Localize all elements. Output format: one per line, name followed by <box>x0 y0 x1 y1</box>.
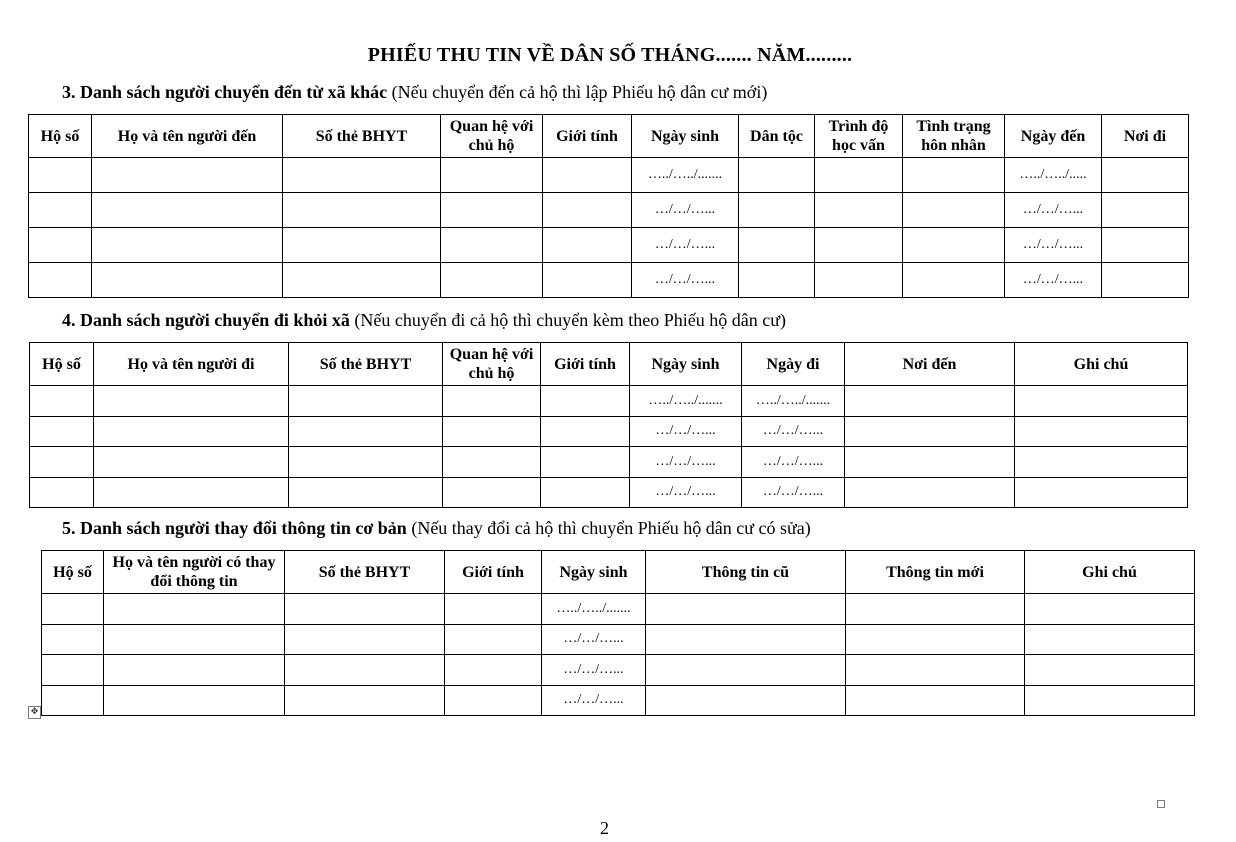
table-cell[interactable] <box>815 228 903 263</box>
table-cell[interactable]: …/…/…... <box>742 447 845 478</box>
column-header: Họ và tên người có thay đổi thông tin <box>104 551 285 594</box>
section4-table <box>29 342 1188 508</box>
table-cell[interactable]: …../…../..... <box>1005 158 1102 193</box>
table-cell[interactable] <box>29 158 92 193</box>
table-cell[interactable]: …/…/…... <box>742 477 845 508</box>
table-cell[interactable] <box>443 416 541 447</box>
column-header: Giới tính <box>543 115 632 158</box>
table-cell[interactable] <box>42 655 104 686</box>
table-cell[interactable]: …/…/…... <box>1005 263 1102 298</box>
table-cell[interactable] <box>285 594 445 625</box>
table-cell[interactable] <box>443 386 541 417</box>
table-cell[interactable] <box>846 594 1025 625</box>
table-row <box>29 158 1189 193</box>
column-header: Ghi chú <box>1015 343 1188 386</box>
table-cell[interactable] <box>541 477 630 508</box>
table-cell[interactable]: …/…/…... <box>1005 228 1102 263</box>
column-header: Ngày sinh <box>630 343 742 386</box>
table-cell[interactable] <box>29 193 92 228</box>
table-row <box>29 263 1189 298</box>
table-cell[interactable] <box>1025 624 1195 655</box>
table-cell[interactable] <box>646 594 846 625</box>
table-cell[interactable] <box>815 158 903 193</box>
table-cell[interactable] <box>541 416 630 447</box>
column-header: Số thẻ BHYT <box>289 343 443 386</box>
table-cell[interactable]: …/…/…... <box>632 263 739 298</box>
table-cell[interactable] <box>285 624 445 655</box>
table-cell[interactable] <box>1025 655 1195 686</box>
table-cell[interactable] <box>94 416 289 447</box>
column-header: Họ và tên người đi <box>94 343 289 386</box>
table-cell[interactable] <box>845 477 1015 508</box>
table-cell[interactable] <box>30 386 94 417</box>
section5-heading-note: (Nếu thay đổi cả hộ thì chuyển Phiếu hộ dân cư có sửa) <box>411 518 811 538</box>
table-cell[interactable] <box>283 228 441 263</box>
table-row <box>30 447 1188 478</box>
table-cell[interactable]: …/…/…... <box>630 477 742 508</box>
table-cell[interactable]: …../…../....... <box>742 386 845 417</box>
table-cell[interactable] <box>94 447 289 478</box>
table-cell[interactable] <box>30 447 94 478</box>
section3-heading-bold: 3. Danh sách người chuyển đến từ xã khác <box>62 82 388 102</box>
table-cell[interactable] <box>1015 477 1188 508</box>
table-cell[interactable] <box>903 193 1005 228</box>
column-header: Dân tộc <box>739 115 815 158</box>
table-cell[interactable] <box>285 655 445 686</box>
table-row <box>30 416 1188 447</box>
table-cell[interactable] <box>104 655 285 686</box>
table-cell[interactable]: …/…/…... <box>632 193 739 228</box>
table-cell[interactable]: …/…/…... <box>1005 193 1102 228</box>
table-cell[interactable] <box>543 158 632 193</box>
table-cell[interactable]: …/…/…... <box>630 416 742 447</box>
table-cell[interactable] <box>646 655 846 686</box>
table-cell[interactable] <box>903 158 1005 193</box>
table-cell[interactable] <box>289 416 443 447</box>
table-resize-handle-icon[interactable] <box>1157 800 1165 808</box>
table-cell[interactable] <box>42 624 104 655</box>
table-cell[interactable] <box>815 263 903 298</box>
column-header: Giới tính <box>445 551 542 594</box>
table-cell[interactable]: …/…/…... <box>630 447 742 478</box>
table-cell[interactable] <box>289 447 443 478</box>
table-row <box>29 193 1189 228</box>
table-cell[interactable] <box>1102 193 1189 228</box>
table-row <box>42 594 1195 625</box>
page-title: PHIẾU THU TIN VỀ DÂN SỐ THÁNG....... NĂM......... <box>367 44 853 66</box>
table-cell[interactable] <box>443 447 541 478</box>
table-cell[interactable]: …/…/…... <box>542 685 646 716</box>
table-cell[interactable] <box>1015 386 1188 417</box>
column-header: Thông tin mới <box>846 551 1025 594</box>
table-row <box>30 386 1188 417</box>
table-row <box>30 477 1188 508</box>
table-cell[interactable]: …../…../....... <box>632 158 739 193</box>
table-cell[interactable]: …/…/…... <box>632 228 739 263</box>
table-cell[interactable] <box>283 193 441 228</box>
table-cell[interactable] <box>441 158 543 193</box>
table-cell[interactable] <box>104 594 285 625</box>
column-header: Số thẻ BHYT <box>283 115 441 158</box>
table-cell[interactable] <box>1025 685 1195 716</box>
table-cell[interactable] <box>646 624 846 655</box>
table-cell[interactable] <box>845 416 1015 447</box>
table-cell[interactable] <box>94 386 289 417</box>
table-cell[interactable] <box>104 624 285 655</box>
column-header: Hộ số <box>42 551 104 594</box>
table-cell[interactable] <box>443 477 541 508</box>
table-cell[interactable] <box>739 228 815 263</box>
table-header-row <box>30 343 1188 386</box>
table-cell[interactable] <box>94 477 289 508</box>
table-cell[interactable] <box>1102 228 1189 263</box>
section4-heading <box>62 310 786 331</box>
table-cell[interactable] <box>30 416 94 447</box>
table-cell[interactable] <box>441 263 543 298</box>
table-cell[interactable] <box>92 228 283 263</box>
table-cell[interactable] <box>283 263 441 298</box>
table-move-handle-icon[interactable]: ✥ <box>28 706 41 719</box>
column-header: Thông tin cũ <box>646 551 846 594</box>
section3-table <box>28 114 1189 298</box>
table-cell[interactable] <box>445 624 542 655</box>
table-cell[interactable] <box>29 228 92 263</box>
column-header: Hộ số <box>30 343 94 386</box>
column-header: Ghi chú <box>1025 551 1195 594</box>
table-cell[interactable] <box>104 685 285 716</box>
table-cell[interactable] <box>739 263 815 298</box>
column-header: Ngày sinh <box>542 551 646 594</box>
section5-heading <box>62 518 811 539</box>
column-header: Quan hệ với chủ hộ <box>441 115 543 158</box>
table-cell[interactable] <box>92 158 283 193</box>
table-cell[interactable]: …../…../....... <box>542 594 646 625</box>
table-cell[interactable] <box>42 594 104 625</box>
table-cell[interactable]: …/…/…... <box>542 624 646 655</box>
page-number: 2 <box>600 818 609 838</box>
table-cell[interactable] <box>30 477 94 508</box>
table-cell[interactable] <box>903 263 1005 298</box>
table-cell[interactable] <box>815 193 903 228</box>
table-row <box>42 685 1195 716</box>
table-cell[interactable] <box>1102 158 1189 193</box>
table-cell[interactable] <box>1102 263 1189 298</box>
column-header: Ngày sinh <box>632 115 739 158</box>
table-cell[interactable] <box>646 685 846 716</box>
table-cell[interactable] <box>845 447 1015 478</box>
table-cell[interactable] <box>541 386 630 417</box>
table-cell[interactable] <box>739 158 815 193</box>
section3-heading <box>62 82 767 103</box>
column-header: Nơi đi <box>1102 115 1189 158</box>
column-header: Ngày đến <box>1005 115 1102 158</box>
table-cell[interactable] <box>1015 447 1188 478</box>
table-cell[interactable] <box>92 263 283 298</box>
column-header: Hộ số <box>29 115 92 158</box>
table-cell[interactable] <box>285 685 445 716</box>
column-header: Số thẻ BHYT <box>285 551 445 594</box>
table-cell[interactable] <box>289 477 443 508</box>
table-cell[interactable] <box>445 685 542 716</box>
table-row <box>42 655 1195 686</box>
section5-table <box>41 550 1195 716</box>
column-header: Ngày đi <box>742 343 845 386</box>
table-cell[interactable] <box>739 193 815 228</box>
table-cell[interactable] <box>283 158 441 193</box>
table-cell[interactable] <box>441 228 543 263</box>
table-cell[interactable] <box>846 685 1025 716</box>
column-header: Họ và tên người đến <box>92 115 283 158</box>
table-cell[interactable] <box>541 447 630 478</box>
table-row <box>42 624 1195 655</box>
table-cell[interactable] <box>92 193 283 228</box>
table-cell[interactable] <box>29 263 92 298</box>
section4-heading-note: (Nếu chuyển đi cả hộ thì chuyển kèm theo Phiếu hộ dân cư) <box>354 310 786 330</box>
table-cell[interactable]: …/…/…... <box>542 655 646 686</box>
table-header-row <box>42 551 1195 594</box>
table-cell[interactable] <box>846 624 1025 655</box>
column-header: Trình độ học vấn <box>815 115 903 158</box>
table-cell[interactable] <box>543 263 632 298</box>
table-cell[interactable] <box>42 685 104 716</box>
table-cell[interactable] <box>441 193 543 228</box>
table-cell[interactable] <box>1015 416 1188 447</box>
table-cell[interactable] <box>445 655 542 686</box>
table-cell[interactable] <box>845 386 1015 417</box>
section5-heading-bold: 5. Danh sách người thay đổi thông tin cơ bản <box>62 518 407 538</box>
table-cell[interactable]: …/…/…... <box>742 416 845 447</box>
table-row <box>29 228 1189 263</box>
column-header: Quan hệ với chủ hộ <box>443 343 541 386</box>
table-cell[interactable] <box>903 228 1005 263</box>
column-header: Tình trạng hôn nhân <box>903 115 1005 158</box>
section4-heading-bold: 4. Danh sách người chuyển đi khỏi xã <box>62 310 350 330</box>
table-header-row <box>29 115 1189 158</box>
column-header: Nơi đến <box>845 343 1015 386</box>
table-cell[interactable] <box>543 193 632 228</box>
table-cell[interactable] <box>445 594 542 625</box>
table-cell[interactable] <box>289 386 443 417</box>
table-cell[interactable]: …../…../....... <box>630 386 742 417</box>
table-cell[interactable] <box>543 228 632 263</box>
table-cell[interactable] <box>846 655 1025 686</box>
section3-heading-note: (Nếu chuyển đến cả hộ thì lập Phiếu hộ dân cư mới) <box>391 82 768 102</box>
column-header: Giới tính <box>541 343 630 386</box>
table-cell[interactable] <box>1025 594 1195 625</box>
